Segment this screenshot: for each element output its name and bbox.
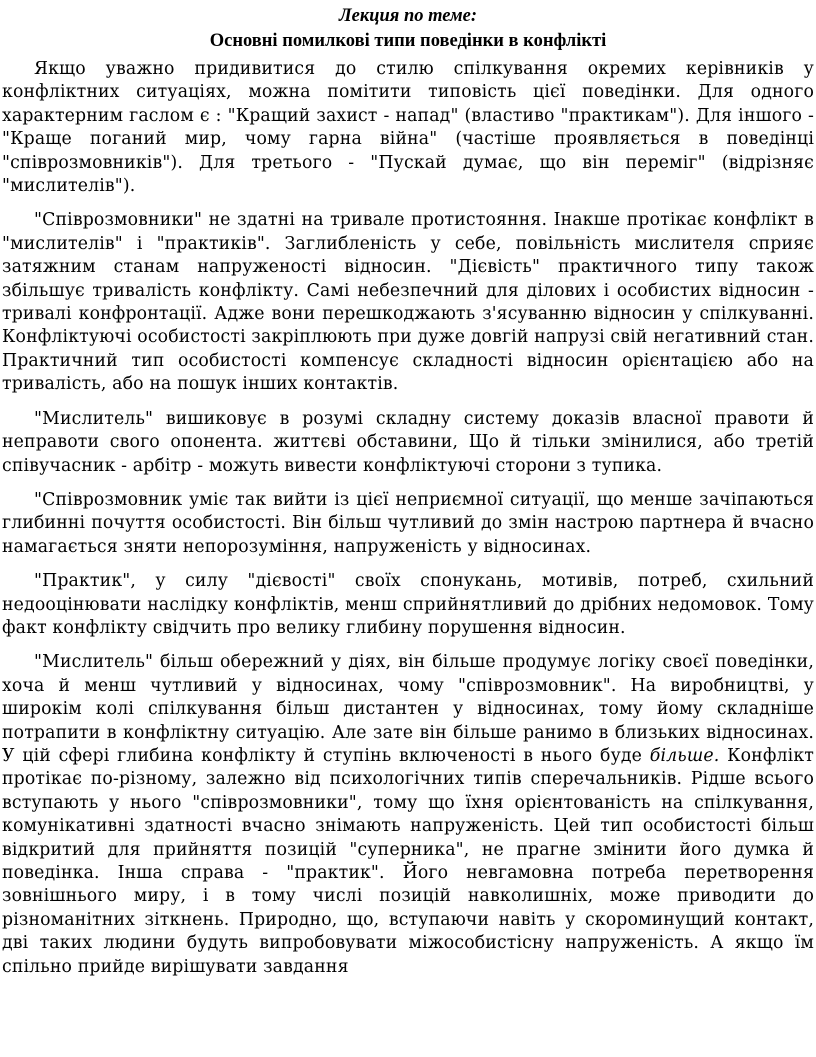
paragraph-3: "Мислитель" вишиковує в розумі складну систему доказів власної правоти й неправоти свого опонента. життєві обставини, Що й тільки змінилися, або третій співучасник - арбітр - можуть вивести конфліктуючі сторони з тупика.	[2, 408, 814, 476]
paragraph-1: Якщо уважно придивитися до стилю спілкування окремих керівників у конфліктних ситуаціях, можна помітити типовість цієї поведінки. Для одного характерним гаслом є : "Кращий захист - напад" (властиво "практикам"). Для іншого - "Краще поганий мир, чому гарна війна" (частіше проявляється в поведінці "співрозмовників"). Для третього - "Пускай думає, що він переміг" (відрізняє "мислителів").	[2, 59, 814, 197]
lecture-title-block	[2, 4, 814, 54]
paragraph-6-italic-word: більше.	[649, 745, 720, 766]
paragraph-6-start: "Мислитель" більш обережний у діях, він більше продумує логіку своєї поведінки, хоча й менш чутливий у відносинах, чому "співрозмовник". На виробництві, у широкім колі спілкування більш дистантен у відносинах, тому йому складніше потрапити в конфліктну ситуацію. Але зате він більше ранимо в близьких відносинах. У цій сфері глибина конфлікту й ступінь включеності в нього буде	[2, 652, 814, 766]
paragraph-4: "Співрозмовник уміє так вийти із цієї неприємної ситуації, що менше зачіпаються глибинні почуття особистості. Він більш чутливий до змін настрою партнера й вчасно намагається зняти непорозуміння, напруженість у відносинах.	[2, 489, 814, 557]
lecture-title: Основні помилкові типи поведінки в конфлікті	[209, 31, 607, 51]
lecture-label: Лекция по теме:	[338, 6, 478, 26]
paragraph-2: "Співрозмовники" не здатні на тривале протистояння. Інакше протікає конфлікт в "мислителів" і "практиків". Заглибленість у себе, повільність мислителя сприяє затяжним станам напруженості відносин. "Дієвість" практичного типу також збільшує тривалість конфлікту. Самі небезпечний для ділових і особистих відносин - тривалі конфронтації. Адже вони перешкоджають з'ясуванню відносин у спілкуванні. Конфліктуючі особистості закріплюють при дуже довгій напрузі свій негативний стан. Практичний тип особистості компенсує складності відносин орієнтацією або на тривалість, або на пошук інших контактів.	[2, 210, 814, 395]
paragraph-6-end: Конфлікт протікає по-різному, залежно від психологічних типів сперечальників. Рідше всього вступають у нього "співрозмовники", тому що їхня орієнтованість на спілкування, комунікативні здатності вчасно знімають напруженість. Цей тип особистості більш відкритий для прийняття позицій "суперника", не прагне змінити його думка й поведінка. Інша справа - "практик". Його невгамовна потреба перетворення зовнішнього миру, і в тому числі позицій навколишніх, може приводити до різноманітних зіткнень. Природно, що, вступаючи навіть у скороминущий контакт, дві таких людини будуть випробовувати міжособистісну напруженість. А якщо їм спільно прийде вирішувати завдання	[2, 745, 814, 977]
paragraph-5: "Практик", у силу "дієвості" своїх спонукань, мотивів, потреб, схильний недооцінювати наслідку конфліктів, менш сприйнятливий до дрібних недомовок. Тому факт конфлікту свідчить про велику глибину порушення відносин.	[2, 571, 814, 638]
paragraph-6	[2, 651, 814, 979]
